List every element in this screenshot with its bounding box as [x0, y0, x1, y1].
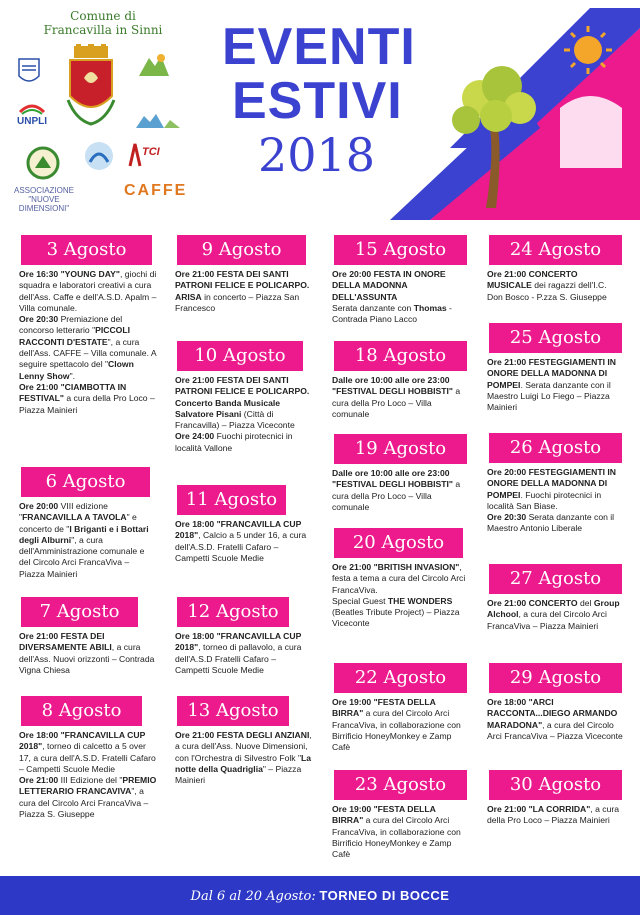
event-text: Ore 20:30	[19, 314, 61, 325]
event-paragraph	[19, 631, 157, 676]
nuove-dimensioni-label: ASSOCIAZIONE "NUOVE DIMENSIONI"	[13, 186, 74, 213]
event-text: , festa a tema a cura del Circolo Arci FrancaViva.	[332, 562, 466, 595]
event-paragraph	[332, 804, 469, 860]
event-text: Ore 18:00 "ARCI RACCONTA...DIEGO ARMANDO MARADONA"	[487, 697, 618, 730]
day-events	[332, 562, 469, 630]
event-text: ", a cura dell'Amministrazione comunale e del Circolo Arci FrancaViva – Piazza Mainieri	[19, 534, 145, 579]
event-text: in concerto – Piazza San Francesco	[175, 291, 300, 313]
event-paragraph	[487, 697, 624, 742]
event-text: Ore 21:00 "LA CORRIDA"	[487, 804, 591, 814]
event-text: , a cura del Circolo Arci FrancaViva – Piazza Viceconte	[487, 719, 623, 741]
title-line1: EVENTI	[222, 18, 416, 76]
event-text: Ore 20:00	[19, 501, 61, 511]
event-paragraph	[19, 501, 157, 580]
day-header: 19 Agosto	[334, 434, 467, 464]
comune-title	[28, 9, 178, 37]
event-text: Ore 21:00 FESTA DEI DIVERSAMENTE ABILI	[19, 631, 112, 653]
event-text: a cura della Pro Loco – Villa comunale	[332, 386, 461, 419]
event-paragraph	[175, 431, 312, 454]
caffe-logo	[124, 178, 200, 204]
event-paragraph	[175, 398, 312, 432]
day-events	[19, 269, 157, 416]
day-events	[332, 269, 469, 325]
tci-label: TCI	[142, 146, 160, 158]
unpli-logo	[12, 100, 52, 138]
day-header: 11 Agosto	[177, 485, 286, 515]
event-text: Clown Lenny Show	[19, 359, 134, 381]
event-paragraph	[332, 697, 469, 753]
event-text: , a cura dell'Ass. Nuovi orizzonti – Contrada Vigna Chiesa	[19, 642, 155, 675]
comune-line2: Francavilla in Sinni	[43, 23, 163, 37]
event-paragraph	[19, 269, 157, 314]
event-text: Ore 20:30	[487, 512, 529, 523]
event-text: VIII edizione "	[19, 501, 108, 523]
event-text: , a cura del Circolo Arci FrancaViva – Piazza Mainieri	[487, 609, 607, 631]
event-text: Ore 16:30	[19, 269, 61, 279]
event-text: ".	[69, 370, 76, 381]
day-header: 9 Agosto	[177, 235, 306, 265]
event-paragraph	[19, 775, 157, 820]
event-text: , torneo di pallavolo, a cura dell'A.S.D Fratelli Cafaro – Campetti Scuole Medie	[175, 642, 302, 675]
event-text: Serata danzante con	[332, 302, 414, 313]
day-events	[175, 375, 312, 454]
day-events	[487, 804, 624, 827]
event-text: ", a cura dell'Ass. CAFFE – Villa comunale. A seguire spettacolo del "	[19, 336, 157, 370]
caffe-label: CAFFE	[124, 182, 188, 199]
day-events	[332, 375, 469, 420]
day-header: 29 Agosto	[489, 663, 622, 693]
day-header: 26 Agosto	[489, 433, 622, 463]
event-text: . Serata danzante con il Maestro Luigi Lo Fiego – Piazza Mainieri	[487, 379, 611, 413]
regione-logo	[18, 58, 40, 86]
event-text: Ore 21:00 FESTEGGIAMENTI IN ONORE DELLA MADONNA DI POMPEI	[487, 357, 616, 390]
event-text: , torneo di calcetto a 5 over 17, a cura dell'A.S.D. Fratelli Cafaro – Campetti Scuole Medie	[19, 741, 156, 774]
day-header: 30 Agosto	[489, 770, 622, 800]
event-text: a cura del Circolo Arci FrancaViva, in collaborazione con Birrificio HoneyMonkey e Zamp Cafè	[332, 815, 461, 860]
event-text: Ore 21:00	[19, 775, 61, 786]
day-events	[19, 631, 157, 676]
comune-crest-icon	[66, 44, 116, 128]
event-text: dei ragazzi dell'I.C. Don Bosco - P.zza S. Giuseppe	[487, 280, 607, 302]
event-text: Ore 18:00 "FRANCAVILLA CUP 2018"	[19, 730, 146, 752]
event-text: (Beatles Tribute Project) – Piazza Viceconte	[332, 607, 460, 629]
event-text: Ore 21:00 CONCERTO MUSICALE	[487, 269, 578, 291]
day-events	[487, 467, 624, 535]
event-text: PICCOLI RACCONTI D'ESTATE	[19, 325, 130, 347]
event-paragraph	[175, 519, 312, 564]
event-text: Premiazione del concorso letterario "	[19, 314, 123, 336]
event-text: Ore 21:00 CONCERTO	[487, 598, 578, 608]
footer-event: TORNEO DI BOCCE	[319, 888, 450, 903]
day-header: 25 Agosto	[489, 323, 622, 353]
event-text: FRANCAVILLA A TAVOLA	[22, 512, 127, 523]
event-text: I Briganti e i Bottari degli Alburni	[19, 523, 149, 545]
event-paragraph	[175, 730, 312, 786]
day-header: 20 Agosto	[334, 528, 463, 558]
day-header: 15 Agosto	[334, 235, 467, 265]
event-paragraph	[19, 730, 157, 775]
event-paragraph	[487, 357, 624, 413]
day-events	[19, 501, 157, 580]
event-text: THE WONDERS	[387, 595, 453, 606]
event-text: ", a cura del Circolo Arci FrancaViva – Piazza S. Giuseppe	[19, 786, 149, 820]
event-paragraph	[19, 314, 157, 382]
event-paragraph	[19, 382, 157, 416]
day-header: 27 Agosto	[489, 564, 622, 594]
day-events	[487, 269, 624, 303]
day-header: 12 Agosto	[177, 597, 289, 627]
day-events	[487, 697, 624, 742]
event-text: PREMIO LETTERARIO FRANCAVIVA	[19, 775, 157, 797]
event-paragraph	[332, 596, 469, 630]
day-events	[487, 357, 624, 413]
day-header: 18 Agosto	[334, 341, 467, 371]
event-text: Ore 21:00 "CIAMBOTTA IN FESTIVAL"	[19, 381, 127, 404]
event-text: Dalle ore 10:00 alle ore 23:00 "FESTIVAL DEGLI HOBBISTI"	[332, 468, 453, 490]
event-paragraph	[487, 512, 624, 535]
event-paragraph	[175, 292, 312, 315]
event-text: (Città di Francavilla) – Piazza Viceconte	[175, 408, 295, 431]
event-paragraph	[332, 562, 469, 596]
event-text: Ore 24:00	[175, 431, 217, 442]
event-text: - Contrada Piano Lacco	[332, 302, 452, 325]
comune-line1: Comune di	[70, 9, 136, 23]
event-text: Fuochi pirotecnici in località Vallone	[175, 431, 293, 453]
event-paragraph	[487, 598, 624, 632]
event-paragraph	[175, 375, 312, 398]
summer-artwork	[390, 8, 640, 220]
event-text: , giochi di squadra e laboratori creativi a cura dell'Ass. Caffe e dell'A.S.D. Apalm – Villa comunale.	[19, 269, 157, 313]
event-text: Ore 20:00 FESTA IN ONORE DELLA MADONNA DELL'ASSUNTA	[332, 269, 446, 302]
event-text: a cura della Pro Loco – Piazza Mainieri	[19, 393, 155, 415]
event-paragraph	[332, 303, 469, 326]
nuovi-orizzonti-logo	[82, 140, 116, 180]
title-year: 2018	[258, 128, 376, 182]
event-text: ARISA	[175, 291, 202, 302]
day-events	[332, 697, 469, 753]
event-text: Concerto Banda Musicale Salvatore Pisani	[175, 397, 281, 419]
day-events	[175, 269, 312, 314]
event-text: , Calcio a 5 under 16, a cura dell'A.S.D. Fratelli Cafaro – Campetti Scuole Medie	[175, 530, 307, 563]
event-text: , a cura della Pro Loco – Piazza Mainieri	[487, 804, 620, 826]
event-text: a cura della Pro Loco – Villa comunale	[332, 479, 461, 512]
event-paragraph	[487, 804, 624, 827]
event-text: Thomas	[413, 302, 447, 313]
event-text: La notte della Quadriglia	[175, 752, 312, 774]
day-header: 23 Agosto	[334, 770, 467, 800]
event-paragraph	[487, 269, 624, 303]
day-header: 7 Agosto	[21, 597, 138, 627]
footer-text	[0, 888, 640, 904]
event-text: Group Alchool	[487, 598, 620, 620]
event-text: a cura del Circolo Arci FrancaViva, in collaborazione con Birrificio HoneyMonkey e Zamp Cafè	[332, 708, 461, 753]
event-text: Ore 20:00 FESTEGGIAMENTI IN ONORE DELLA MADONNA DI POMPEI	[487, 467, 616, 500]
day-events	[175, 631, 312, 676]
day-header: 22 Agosto	[334, 663, 467, 693]
nuove-dimensioni-logo	[26, 146, 60, 180]
event-text: Ore 18:00 "FRANCAVILLA CUP 2018"	[175, 519, 302, 541]
parco-pollino-logo	[137, 52, 171, 78]
event-paragraph	[175, 631, 312, 676]
event-text: " – Piazza Mainieri	[175, 763, 302, 786]
pollino-small-logo	[134, 110, 182, 130]
day-header: 3 Agosto	[21, 235, 152, 265]
event-text: Ore 19:00 "FESTA DELLA BIRRA"	[332, 697, 436, 719]
event-text: III Edizione del "	[60, 775, 123, 786]
day-header: 24 Agosto	[489, 235, 622, 265]
event-text: Dalle ore 10:00 alle ore 23:00 "FESTIVAL DEGLI HOBBISTI"	[332, 375, 453, 397]
event-paragraph	[332, 269, 469, 303]
event-paragraph	[332, 375, 469, 420]
event-text: del	[577, 598, 594, 608]
title-line2: ESTIVI	[232, 72, 403, 130]
day-header: 8 Agosto	[21, 696, 142, 726]
day-events	[175, 519, 312, 564]
event-text: . Fuochi pirotecnici in località San Biase.	[487, 489, 602, 511]
footer-dates: Dal 6 al 20 Agosto:	[190, 889, 316, 904]
event-text: " e concerto de "	[19, 512, 137, 534]
event-text: Ore 19:00 "FESTA DELLA BIRRA"	[332, 804, 436, 826]
day-events	[487, 598, 624, 632]
day-events	[19, 730, 157, 820]
day-header: 10 Agosto	[177, 341, 303, 371]
event-text: Serata danzante con il Maestro Antonio Liberale	[487, 512, 615, 534]
day-events	[175, 730, 312, 786]
tci-logo	[128, 142, 164, 168]
event-paragraph	[332, 468, 469, 513]
event-text: , a cura dell'Ass. Nuove Dimensioni, con l'Orchestra di Silvestro Folk "	[175, 730, 312, 763]
day-header: 6 Agosto	[21, 467, 150, 497]
event-text: Ore 21:00 FESTA DEI SANTI PATRONI FELICE E POLICARPO.	[175, 375, 310, 397]
event-text: Ore 18:00 "FRANCAVILLA CUP 2018"	[175, 631, 302, 653]
event-text: Ore 21:00 FESTA DEGLI ANZIANI	[175, 730, 310, 740]
day-header: 13 Agosto	[177, 696, 289, 726]
event-paragraph	[487, 467, 624, 512]
day-events	[332, 804, 469, 860]
event-text: Ore 21:00 "BRITISH INVASION"	[332, 562, 460, 572]
event-text: Special Guest	[332, 595, 388, 606]
event-text: Ore 21:00 FESTA DEI SANTI PATRONI FELICE E POLICARPO.	[175, 269, 310, 291]
day-events	[332, 468, 469, 513]
event-text: "YOUNG DAY"	[60, 269, 120, 279]
event-paragraph	[175, 269, 312, 292]
unpli-label: UNPLI	[17, 116, 47, 127]
